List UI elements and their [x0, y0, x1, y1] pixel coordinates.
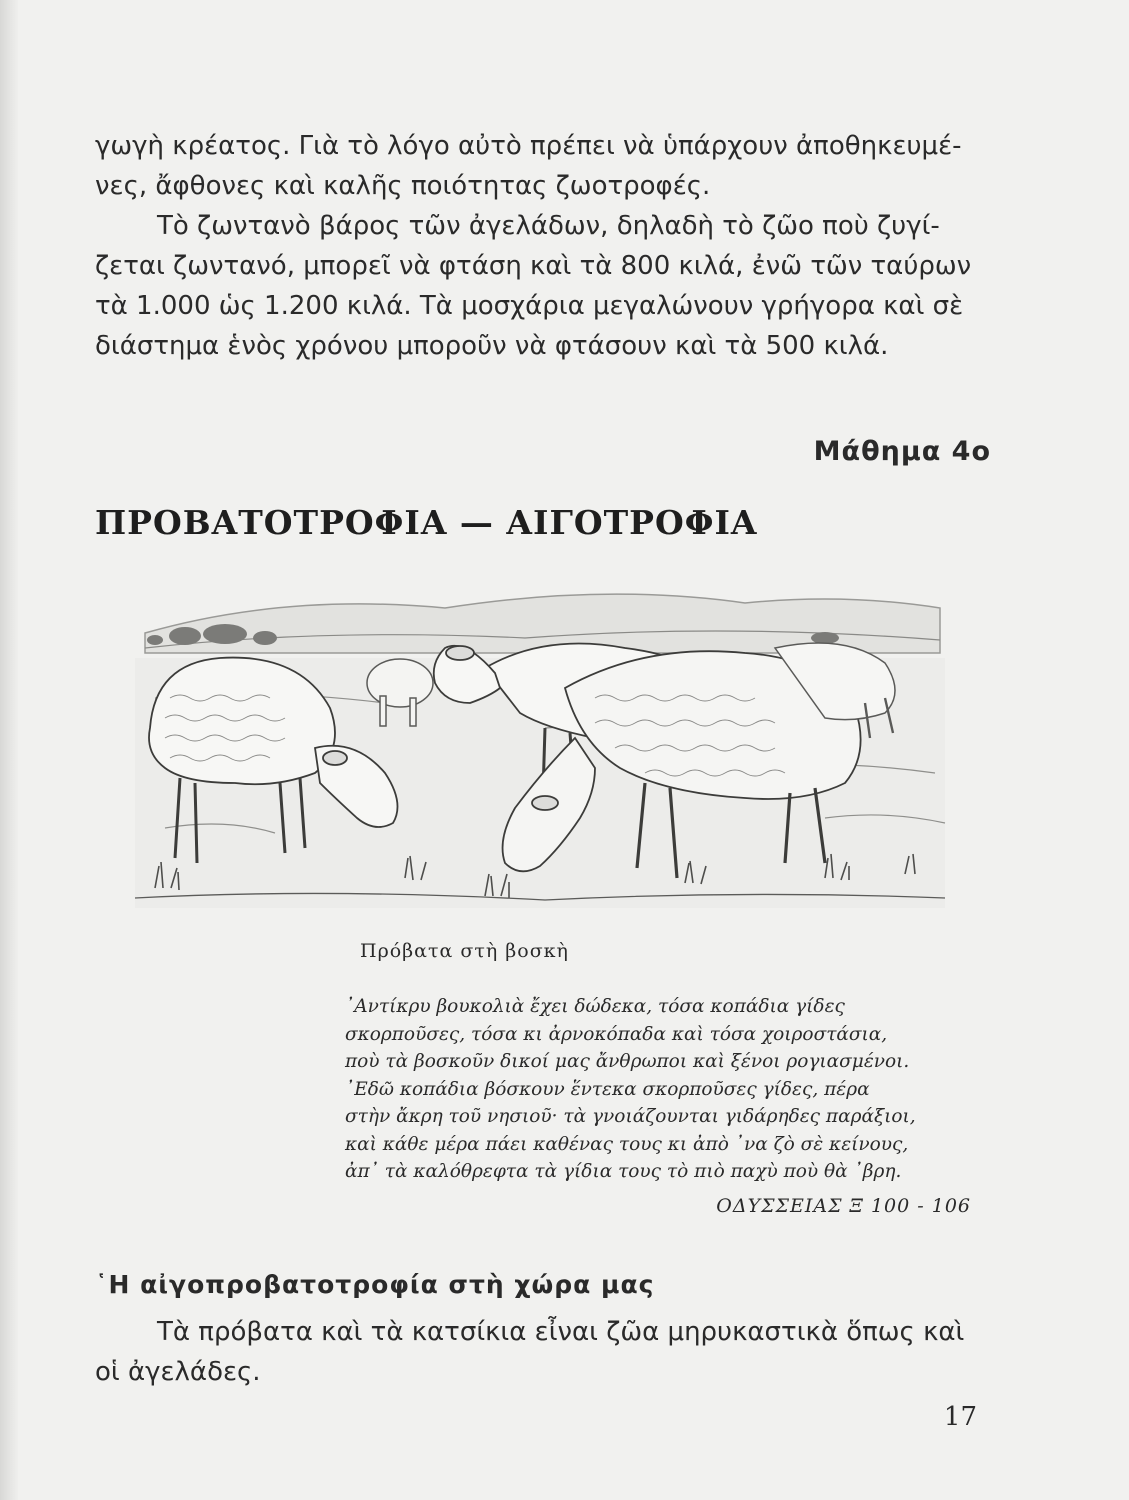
text-line: νες, ἄφθονες καὶ καλῆς ποιότητας ζωοτροφές.: [95, 171, 711, 201]
text-line: τὰ 1.000 ὡς 1.200 κιλά. Τὰ μοσχάρια μεγαλώνουν γρήγορα καὶ σὲ: [95, 291, 964, 321]
lesson-label: Μάθημα 4ο: [813, 436, 991, 467]
illustration-caption: Πρόβατα στὴ βοσκὴ: [360, 940, 569, 962]
bottom-paragraph: [95, 1312, 985, 1392]
paragraph-continuation: [95, 126, 985, 206]
text-line: οἱ ἀγελάδες.: [95, 1357, 261, 1387]
paragraph-weight: [95, 206, 985, 366]
poem-source: ΟΔΥΣΣΕΙΑΣ Ξ 100 - 106: [716, 1195, 971, 1217]
text-line: Τὸ ζωντανὸ βάρος τῶν ἀγελάδων, δηλαδὴ τὸ ζῶο ποὺ ζυγί-: [157, 211, 940, 241]
poem-line: ᾽Αντίκρυ βουκολιὰ ἔχει δώδεκα, τόσα κοπάδια γίδες: [345, 996, 845, 1017]
top-paragraph: [95, 126, 985, 366]
poem-line: ἀπ᾽ τὰ καλόθρεφτα τὰ γίδια τους τὸ πιὸ παχὺ ποὺ θὰ ᾽βρη.: [345, 1161, 902, 1182]
poem-line: ᾽Εδῶ κοπάδια βόσκουν ἕντεκα σκορποῦσες γίδες, πέρα: [345, 1078, 870, 1100]
text-line: ζεται ζωντανό, μπορεῖ νὰ φτάση καὶ τὰ 800 κιλά, ἐνῶ τῶν ταύρων: [95, 251, 972, 281]
text-line: Τὰ πρόβατα καὶ τὰ κατσίκια εἶναι ζῶα μηρυκαστικὰ ὅπως καὶ: [157, 1317, 965, 1347]
poem-line: καὶ κάθε μέρα πάει καθένας τους κι ἀπὸ ᾽να ζὸ σὲ κείνους,: [345, 1133, 909, 1155]
sheep-grazing-illustration: [125, 578, 955, 923]
poem-line: ποὺ τὰ βοσκοῦν δικοί μας ἄνθρωποι καὶ ξένοι ρογιασμένοι.: [345, 1051, 910, 1072]
page-number: 17: [943, 1402, 977, 1432]
section-title: ΠΡΟΒΑΤΟΤΡΟΦΙΑ — ΑΙΓΟΤΡΟΦΙΑ: [95, 503, 758, 542]
page-binding-edge: [0, 0, 18, 1500]
text-line: γωγὴ κρέατος. Γιὰ τὸ λόγο αὐτὸ πρέπει νὰ ὑπάρχουν ἀποθηκευμέ-: [95, 131, 962, 161]
paragraph-ruminants: [95, 1312, 985, 1392]
text-line: διάστημα ἑνὸς χρόνου μποροῦν νὰ φτάσουν καὶ τὰ 500 κιλά.: [95, 331, 889, 361]
subsection-title: ῾Η αἰγοπροβατοτροφία στὴ χώρα μας: [95, 1270, 655, 1299]
poem-line: σκορποῦσες, τόσα κι ἀρνοκόπαδα καὶ τόσα χοιροστάσια,: [345, 1023, 888, 1045]
poem-quote: [345, 993, 985, 1186]
poem-line: στὴν ἄκρη τοῦ νησιοῦ· τὰ γνοιάζουνται γιδάρηδες παράξιοι,: [345, 1106, 916, 1127]
